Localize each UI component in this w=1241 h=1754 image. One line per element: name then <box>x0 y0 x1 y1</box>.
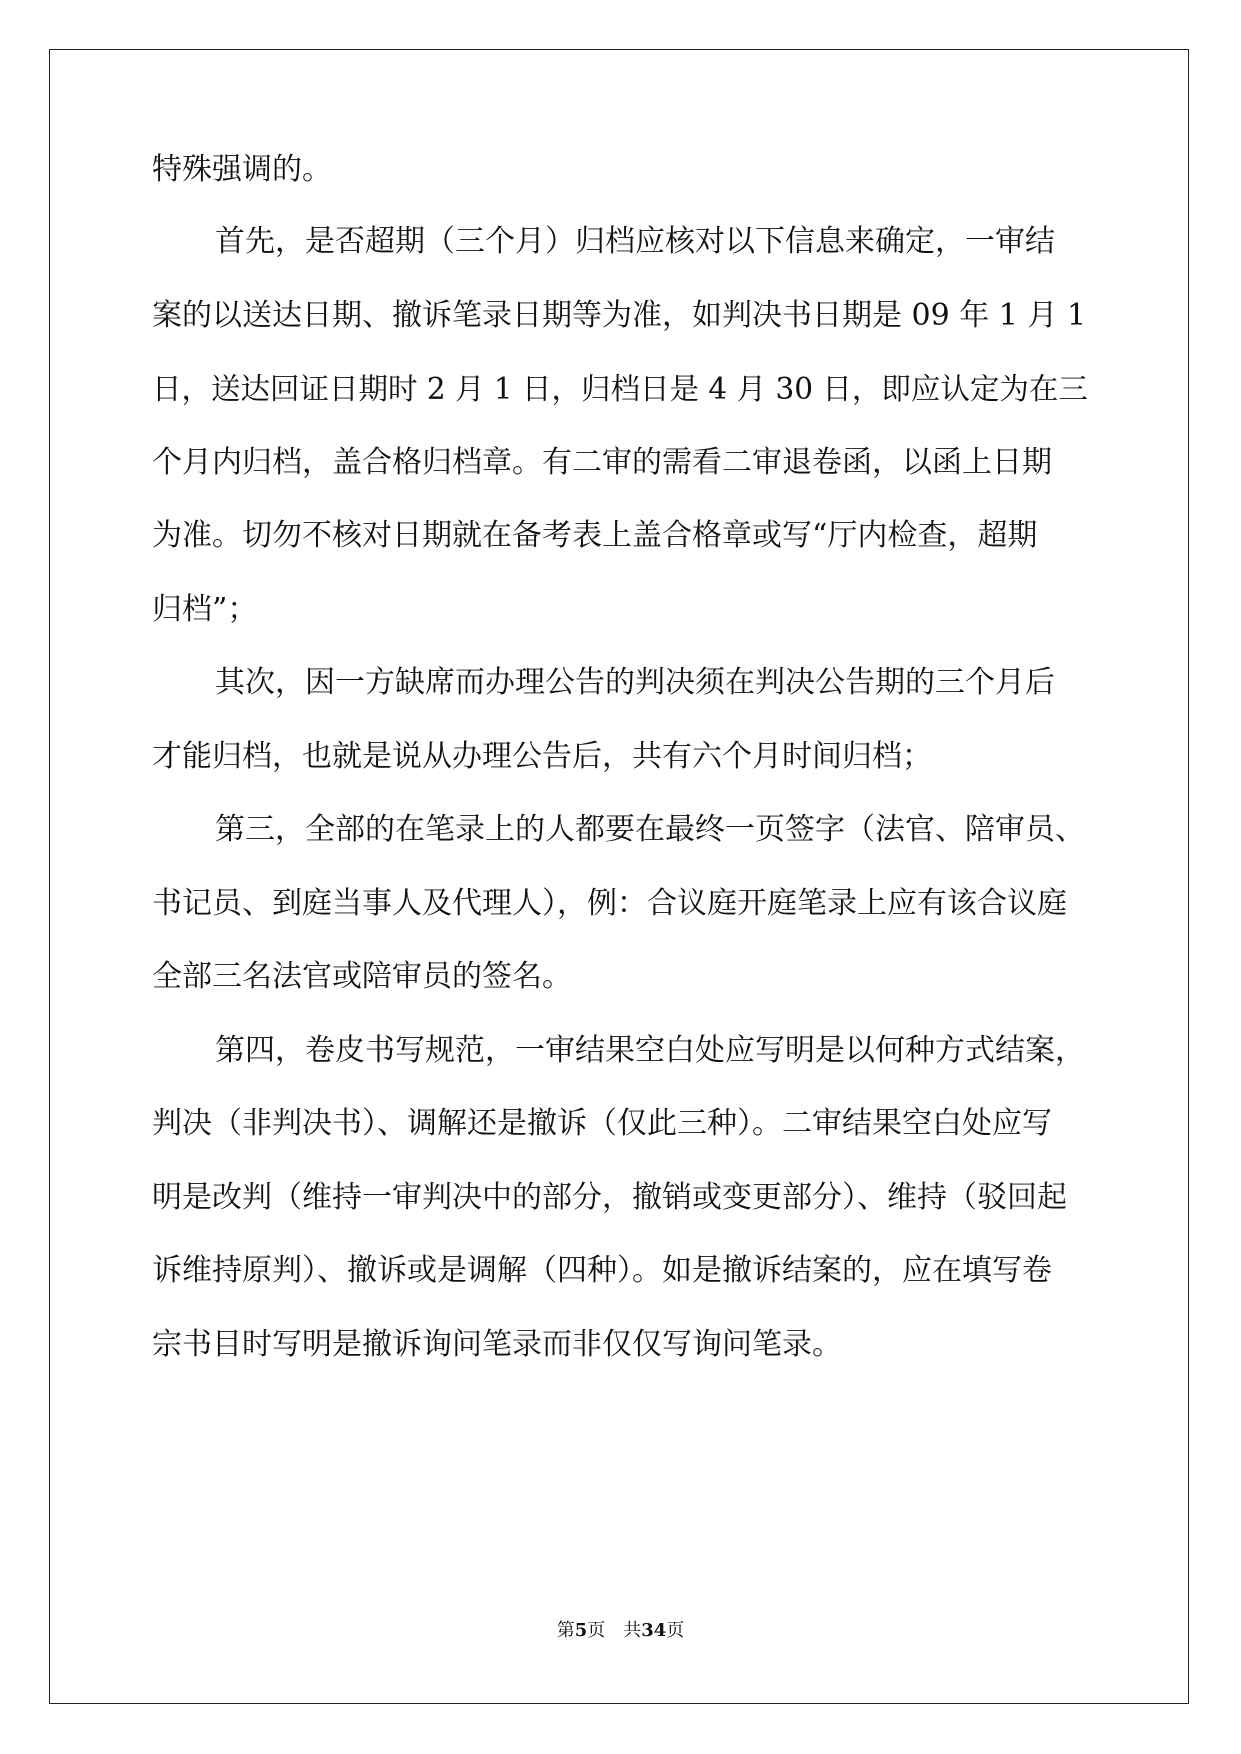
text-line: 诉维持原判）、撤诉或是调解（四种）。如是撤诉结案的，应在填写卷 <box>152 1253 1052 1288</box>
footer-prefix: 第 <box>556 1620 575 1641</box>
page-number: 5 <box>574 1620 588 1641</box>
paragraph-first-line: 第四，卷皮书写规范，一审结果空白处应写明是以何种方式结案， <box>215 1033 1085 1068</box>
total-pages: 34 <box>641 1620 667 1641</box>
text-line: 判决（非判决书）、调解还是撤诉（仅此三种）。二审结果空白处应写 <box>152 1106 1052 1141</box>
paragraph-first-line: 第三，全部的在笔录上的人都要在最终一页签字（法官、陪审员、 <box>215 812 1085 847</box>
paragraph-first-line: 首先，是否超期（三个月）归档应核对以下信息来确定，一审结 <box>215 224 1055 259</box>
text-line: 归档”； <box>152 592 258 627</box>
text-line: 书记员、到庭当事人及代理人），例：合议庭开庭笔录上应有该合议庭 <box>152 886 1067 921</box>
footer-mid: 页 共 <box>587 1620 642 1641</box>
text-line: 特殊强调的。 <box>152 152 332 187</box>
text-line: 才能归档，也就是说从办理公告后，共有六个月时间归档； <box>152 739 932 774</box>
text-line: 全部三名法官或陪审员的签名。 <box>152 959 572 994</box>
paragraph-first-line: 其次，因一方缺席而办理公告的判决须在判决公告期的三个月后 <box>215 665 1055 700</box>
text-line: 日，送达回证日期时 2 月 1 日，归档日是 4 月 30 日，即应认定为在三 <box>152 372 1088 406</box>
footer-suffix: 页 <box>666 1620 685 1641</box>
text-line: 案的以送达日期、撤诉笔录日期等为准，如判决书日期是 09 年 1 月 1 <box>152 298 1087 333</box>
text-line: 个月内归档，盖合格归档章。有二审的需看二审退卷函，以函上日期 <box>152 445 1052 480</box>
text-line: 为准。切勿不核对日期就在备考表上盖合格章或写“厅内检查，超期 <box>152 518 1038 553</box>
page-footer <box>0 1619 1241 1643</box>
text-line: 宗书目时写明是撤诉询问笔录而非仅仅写询问笔录。 <box>152 1327 842 1362</box>
text-line: 明是改判（维持一审判决中的部分，撤销或变更部分）、维持（驳回起 <box>152 1180 1067 1215</box>
